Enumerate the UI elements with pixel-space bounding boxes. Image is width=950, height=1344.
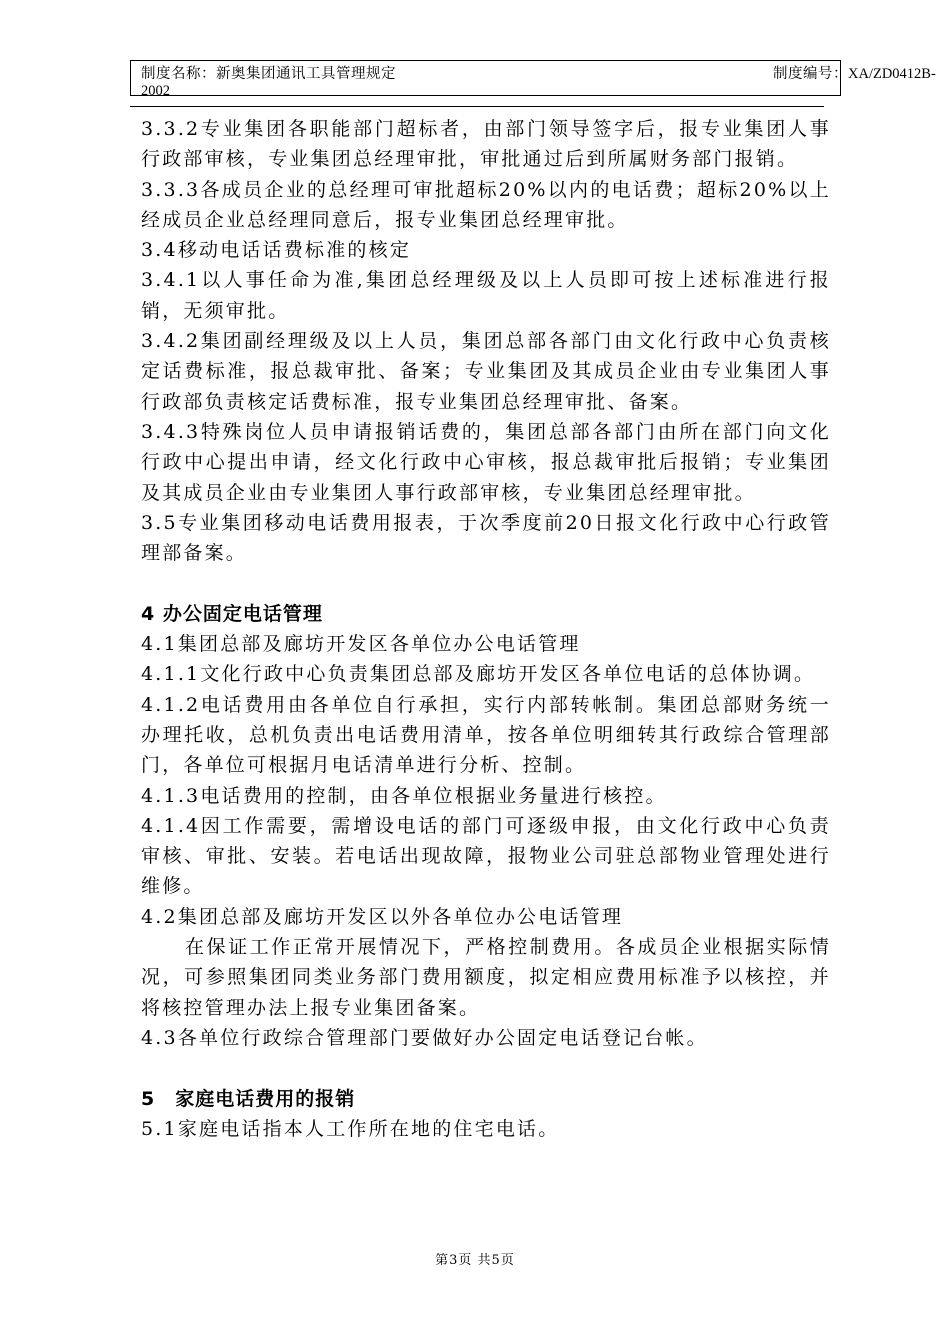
paragraph-3-4-2: 3.4.2集团副经理级及以上人员，集团总部各部门由文化行政中心负责核定话费标准，报总裁审批、备案；专业集团及其成员企业由专业集团人事行政部负责核定话费标准，报专业集团总经理审批、备案。 — [141, 330, 831, 413]
paragraph-5-1: 5.1家庭电话指本人工作所在地的住宅电话。 — [141, 1117, 560, 1140]
paragraph-4-1-2: 4.1.2电话费用由各单位自行承担，实行内部转帐制。集团总部财务统一办理托收，总机负责出电话费用清单，按各单位明细转其行政综合管理部门，各单位可根据月电话清单进行分析、控制。 — [141, 693, 831, 777]
header-rule — [130, 106, 824, 107]
section-heading-5: 5 家庭电话费用的报销 — [141, 1087, 356, 1110]
paragraph-4-3: 4.3各单位行政综合管理部门要做好办公固定电话登记台帐。 — [141, 1026, 708, 1049]
paragraph-4-1: 4.1集团总部及廊坊开发区各单位办公电话管理 — [141, 633, 581, 656]
spacer — [141, 1053, 831, 1083]
paragraph-4-1-3: 4.1.3电话费用的控制，由各单位根据业务量进行核控。 — [141, 784, 667, 807]
paragraph-3-4-3: 3.4.3特殊岗位人员申请报销话费的，集团总部各部门由所在部门向文化行政中心提出申请，经文化行政中心审核，报总裁审批后报销；专业集团及其成员企业由专业集团人事行政部审核，专业集团总经理审批。 — [141, 420, 831, 504]
paragraph-4-2: 4.2集团总部及廊坊开发区以外各单位办公电话管理 — [141, 905, 624, 928]
paragraph-4-1-1: 4.1.1文化行政中心负责集团总部及廊坊开发区各单位电话的总体协调。 — [141, 663, 816, 686]
policy-code-label: 制度编号： — [773, 66, 848, 82]
document-header — [130, 60, 936, 99]
spacer — [141, 568, 831, 598]
policy-code-tail: 2002 — [141, 83, 170, 99]
paragraph-3-3-2: 3.3.2专业集团各职能部门超标者，由部门领导签字后，报专业集团人事行政部审核，专业集团总经理审批，审批通过后到所属财务部门报销。 — [141, 118, 831, 171]
paragraph-3-4: 3.4移动电话话费标准的核定 — [141, 239, 412, 262]
paragraph-3-5: 3.5专业集团移动电话费用报表，于次季度前20日报文化行政中心行政管理部备案。 — [141, 511, 831, 565]
paragraph-3-4-1: 3.4.1以人事任命为准,集团总经理级及以上人员即可按上述标准进行报销，无须审批。 — [141, 269, 831, 322]
paragraph-3-3-3: 3.3.3各成员企业的总经理可审批超标20%以内的电话费；超标20%以上经成员企业总经理同意后，报专业集团总经理审批。 — [141, 178, 831, 231]
policy-code — [773, 66, 936, 83]
paragraph-4-2-body: 在保证工作正常开展情况下，严格控制费用。各成员企业根据实际情况，可参照集团同类业务部门费用额度，拟定相应费用标准予以核控，并将核控管理办法上报专业集团备案。 — [141, 936, 831, 1019]
paragraph-4-1-4: 4.1.4因工作需要，需增设电话的部门可逐级申报，由文化行政中心负责审核、审批、安装。若电话出现故障，报物业公司驻总部物业管理处进行维修。 — [141, 814, 831, 898]
section-heading-4: 4 办公固定电话管理 — [141, 602, 323, 625]
policy-code-value: XA/ZD0412B- — [848, 66, 936, 82]
document-body — [141, 114, 831, 1144]
policy-name: 制度名称：新奥集团通讯工具管理规定 — [141, 66, 396, 82]
page-number: 第3页 共5页 — [435, 1253, 515, 1268]
